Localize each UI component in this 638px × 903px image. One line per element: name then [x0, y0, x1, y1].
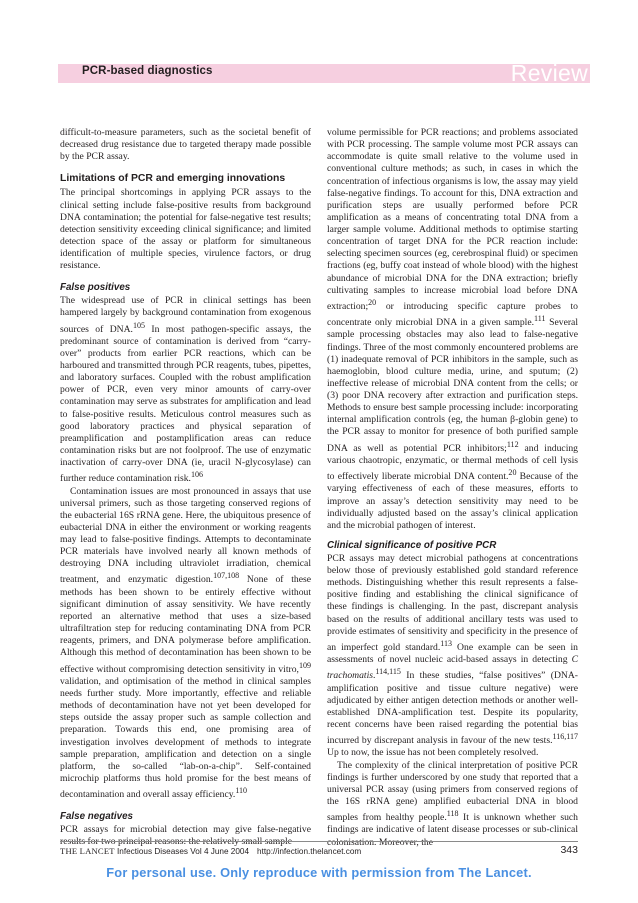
- intro-paragraph: difficult-to-measure parameters, such as the societal benefit of decreased drug resistance due to targeted therapy made possible by the PCR assay.: [60, 127, 311, 163]
- citation-ref: 20: [368, 297, 377, 307]
- cs-text-2b: It is unknown whether such findings are indicative of latent disease processes or sub-clinical colonisation. Moreover, the: [327, 812, 578, 848]
- footer-divider: [60, 841, 578, 842]
- citation-ref: 114,115: [375, 667, 401, 677]
- false-negatives-continued: [327, 127, 578, 532]
- false-positives-paragraph-2: [60, 486, 311, 802]
- limitations-heading: Limitations of PCR and emerging innovations: [60, 173, 286, 185]
- journal-name: THE LANCET: [60, 846, 115, 856]
- fp-text-1a: The widespread use of PCR in clinical settings has been hampered largely by background contamination from exogenous sources of DNA.: [60, 295, 311, 335]
- cs-text-1b: One example can be seen in assessments of novel nucleic acid-based assays in detecting: [327, 641, 578, 666]
- citation-ref: 106: [190, 470, 204, 480]
- citation-ref: 113: [440, 638, 452, 648]
- clinical-significance-paragraph-2: [327, 760, 578, 849]
- clinical-significance-paragraph-1: PCR assays may detect microbial pathogens at concentrations below those of previously established gold standard reference methods. Distinguishing whether this result represents a false-positive finding and establishing the clinical significance of these findings is challenging. In the past, discrepant analysis based on the results of additional ancillary tests was used to provide estimates of sensitivity and specificity in the presence of an imperfect gold standard.$^{113}$ One example can be seen in assessments of novel nucleic acid-based assays in detecting C trachomatis.$^{114,115}$ In these studies, “false positives” (DNA-amplification positive and tissue culture negative) were adjudicated by either antigen detection methods or another well-established DNA-amplification test. Despite its popularity, recent concerns have been raised regarding the potential bias incurred by discrepant analysis in favour of the new tests.$^{116,117}$ Up to now, the issue has not been completely resolved.: [327, 552, 578, 759]
- fp-text-2c: validation, and optimisation of the method in clinical samples needs further study. More importantly, effective and reliable methods of decontamination have not yet been developed for steps outside the assay proper such as sample collection and preparation. Towards this end, one promising area of investigation involves development of methods to integrate sample preparation, amplification and detection on a single platform, the so-called “lab-on-a-chip”. Self-contained microchip platforms thus hold promise for the best means of decontamination and overall assay efficiency.: [60, 675, 311, 801]
- false-positives-paragraph-1: [60, 295, 311, 485]
- citation-ref: 112: [506, 439, 519, 449]
- false-negatives-heading: False negatives: [60, 811, 133, 823]
- citation-ref: 20: [508, 468, 517, 478]
- page-number: 343: [560, 844, 578, 856]
- clinical-significance-heading: Clinical significance of positive PCR: [327, 539, 497, 551]
- cs-text-2a: The complexity of the clinical interpretation of positive PCR findings is further underscored by one study that reported that a universal PCR assay (using primers from conserved regions of the 16S rRNA gene) amplified eubacterial DNA in blood samples from healthy people.: [327, 759, 578, 824]
- citation-ref: 116,117: [552, 732, 578, 742]
- citation-ref: 109: [298, 660, 311, 670]
- journal-url[interactable]: http://infection.thelancet.com: [257, 847, 362, 856]
- section-label: PCR-based diagnostics: [82, 65, 213, 77]
- footer-journal-info: [60, 846, 361, 856]
- right-column: [327, 127, 578, 849]
- cs-text-1c: In these studies, “false positives” (DNA-amplification positive and tissue culture negative) were adjudicated by either antigen detection methods or another well-established DNA-amplification test. Despite its popularity, recent concerns have been raised regarding the potential bias incurred by discrepant analysis in favour of the new tests.: [327, 670, 578, 747]
- fp-text-1b: In most pathogen-specific assays, the predominant source of contamination is derived from “carry-over” products from earlier PCR reactions, which can be harboured and transmitted through PCR reagents, tubes, pipettes, and laboratory surfaces. Coupled with the robust amplification power of PCR, even very minor amounts of carry-over contamination may serve as substrates for amplification and lead to false-positive results. Meticulous control measures such as good laboratory practices and physical separation of preamplification and postamplification areas can reduce contamination risks but are not foolproof. The use of enzymatic inactivation of carry-over DNA (ie, uracil N-glycosylase) can further reduce contamination risk.: [60, 323, 311, 485]
- citation-ref: 107,108: [213, 571, 240, 581]
- left-column: [60, 127, 311, 849]
- false-negatives-paragraph: PCR assays for microbial detection may give false-negative results for two principal reasons: the relatively small sample: [60, 824, 311, 848]
- fn-text-a: volume permissible for PCR reactions; and problems associated with PCR processing. The sample volume most PCR assays can accommodate is quite small relative to the volume used in conventional culture methods; as such, in cases in which the concentration of infectious organisms is low, the assay may yield false-negative findings. To account for this, DNA extraction and purification steps are usually performed before PCR amplification as a means of concentrating total DNA from a larger sample volume. Additional methods to optimise starting concentration of target DNA for the PCR reaction include: selecting specimen sources (eg, cerebrospinal fluid) or specimen fractions (eg, buffy coat instead of whole blood) with the highest abundance of microbial DNA for the DNA extraction; briefly cultivating samples to increase microbial load before DNA extraction;: [327, 127, 578, 312]
- citation-ref: 118: [446, 809, 459, 819]
- fn-text-b: or introducing specific capture probes to concentrate only microbial DNA in a given sample.: [327, 300, 578, 329]
- journal-issue: Infectious Diseases Vol 4 June 2004: [114, 847, 250, 856]
- fp-text-2b: None of these methods has been shown to be entirely effective without significant diminution of assay sensitivity. We have recently reported an alternative method that uses a size-based ultrafiltration step for reducing contaminating DNA from PCR reagents, primers, and DNA polymerase before amplification. Although this method of decontamination has been shown to be effective without compromising detection sensitivity in vitro,: [60, 574, 311, 675]
- cs-text-1d: Up to now, the issue has not been completely resolved.: [327, 747, 539, 759]
- fn-text-c: Several sample processing obstacles may also lead to false-negative findings. Three of the most commonly encountered problems are (1) inadequate removal of PCR inhibitors in the sample, such as haemoglobin, blood culture media, urine, and sputum; (2) ineffective release of microbial DNA content from the cells; or (3) poor DNA recovery after extraction and purification steps. Methods to ensure best sample processing include: incorporating internal amplification controls (eg, the human β-globin gene) to the PCR assay to monitor for presence of both purified sample DNA as well as potential PCR inhibitors;: [327, 317, 578, 454]
- citation-ref: 110: [235, 786, 248, 795]
- citation-ref: 105: [132, 320, 146, 330]
- article-type-label: Review: [510, 60, 588, 86]
- fn-text-d: and inducing various chaotropic, enzymatic, or thermal methods of cell lysis to effectively liberate microbial DNA content.: [327, 442, 578, 483]
- false-positives-heading: False positives: [60, 282, 131, 294]
- limitations-paragraph: The principal shortcomings in applying PCR assays to the clinical setting include false-positive results from background DNA contamination; the potential for false-negative test results; detection sensitivity exceeding clinical significance; and limited detection space of the assay or platform for simultaneous identification of multiple species, virulence factors, or drug resistance.: [60, 187, 311, 272]
- citation-ref: 111: [534, 314, 546, 324]
- permission-watermark: For personal use. Only reproduce with permission from The Lancet.: [106, 865, 532, 880]
- species-name: C trachomatis: [327, 654, 578, 682]
- fn-text-e: Because of the varying effectiveness of each of these measures, efforts to improve an assay’s detection sensitivity may need to be individually adjusted based on the assay’s clinical application and the microbial pathogen of interest.: [327, 471, 578, 531]
- fp-text-2a: Contamination issues are most pronounced in assays that use universal primers, such as those targeting conserved regions of the eubacterial 16S rRNA gene. Here, the ubiquitous presence of eubacterial DNA in either the environment or working reagents may lead to false-positive findings. Attempts to decontaminate PCR materials have involved nearly all known methods of destroying DNA including ultraviolet irradiation, chemical treatment, and enzymatic digestion.: [60, 485, 311, 586]
- cs-text-1a: PCR assays may detect microbial pathogens at concentrations below those of previously established gold standard reference methods. Distinguishing whether this result represents a false-positive finding and establishing the clinical significance of these findings is challenging. In the past, discrepant analysis based on the results of additional ancillary tests was used to provide estimates of sensitivity and specificity in the presence of an imperfect gold standard.: [327, 552, 578, 653]
